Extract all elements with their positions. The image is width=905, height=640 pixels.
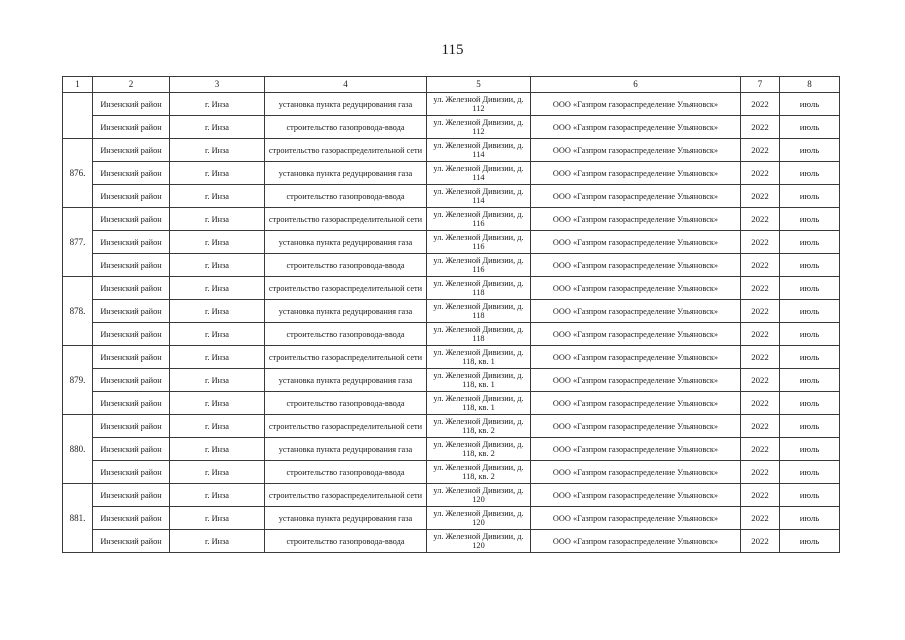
table-row <box>63 323 840 346</box>
address-cell: ул. Железной Дивизии, д. 118, кв. 2 <box>427 461 531 484</box>
work-type-cell: установка пункта редуцирования газа <box>265 369 427 392</box>
settlement-cell: г. Инза <box>170 346 265 369</box>
address-cell: ул. Железной Дивизии, д. 118 <box>427 277 531 300</box>
table-row <box>63 208 840 231</box>
year-cell: 2022 <box>741 369 780 392</box>
month-cell: июль <box>780 93 840 116</box>
settlement-cell: г. Инза <box>170 231 265 254</box>
row-number-cell: 880. <box>63 415 93 484</box>
year-cell: 2022 <box>741 277 780 300</box>
work-type-cell: строительство газопровода-ввода <box>265 254 427 277</box>
work-type-cell: строительство газораспределительной сети <box>265 484 427 507</box>
year-cell: 2022 <box>741 484 780 507</box>
month-cell: июль <box>780 392 840 415</box>
work-type-cell: строительство газораспределительной сети <box>265 346 427 369</box>
district-cell: Инзенский район <box>93 231 170 254</box>
district-cell: Инзенский район <box>93 507 170 530</box>
work-type-cell: строительство газораспределительной сети <box>265 277 427 300</box>
organization-cell: ООО «Газпром газораспределение Ульяновск» <box>531 461 741 484</box>
work-type-cell: установка пункта редуцирования газа <box>265 300 427 323</box>
address-cell: ул. Железной Дивизии, д. 118 <box>427 323 531 346</box>
month-cell: июль <box>780 323 840 346</box>
settlement-cell: г. Инза <box>170 507 265 530</box>
year-cell: 2022 <box>741 162 780 185</box>
header-cell: 5 <box>427 77 531 93</box>
month-cell: июль <box>780 254 840 277</box>
month-cell: июль <box>780 185 840 208</box>
row-number-cell: 879. <box>63 346 93 415</box>
header-cell: 1 <box>63 77 93 93</box>
organization-cell: ООО «Газпром газораспределение Ульяновск» <box>531 530 741 553</box>
district-cell: Инзенский район <box>93 484 170 507</box>
page-number: 115 <box>441 42 464 58</box>
work-type-cell: установка пункта редуцирования газа <box>265 93 427 116</box>
month-cell: июль <box>780 415 840 438</box>
district-cell: Инзенский район <box>93 208 170 231</box>
table-row <box>63 93 840 116</box>
year-cell: 2022 <box>741 438 780 461</box>
address-cell: ул. Железной Дивизии, д. 120 <box>427 484 531 507</box>
table-row <box>63 507 840 530</box>
district-cell: Инзенский район <box>93 369 170 392</box>
work-type-cell: установка пункта редуцирования газа <box>265 231 427 254</box>
district-cell: Инзенский район <box>93 139 170 162</box>
district-cell: Инзенский район <box>93 185 170 208</box>
organization-cell: ООО «Газпром газораспределение Ульяновск» <box>531 438 741 461</box>
year-cell: 2022 <box>741 185 780 208</box>
table-row <box>63 530 840 553</box>
organization-cell: ООО «Газпром газораспределение Ульяновск» <box>531 484 741 507</box>
table-row <box>63 231 840 254</box>
header-cell: 2 <box>93 77 170 93</box>
organization-cell: ООО «Газпром газораспределение Ульяновск» <box>531 392 741 415</box>
district-cell: Инзенский район <box>93 116 170 139</box>
settlement-cell: г. Инза <box>170 415 265 438</box>
organization-cell: ООО «Газпром газораспределение Ульяновск» <box>531 300 741 323</box>
table-row <box>63 369 840 392</box>
settlement-cell: г. Инза <box>170 484 265 507</box>
organization-cell: ООО «Газпром газораспределение Ульяновск» <box>531 185 741 208</box>
month-cell: июль <box>780 208 840 231</box>
table-row <box>63 185 840 208</box>
table-row <box>63 300 840 323</box>
year-cell: 2022 <box>741 116 780 139</box>
header-cell: 8 <box>780 77 840 93</box>
settlement-cell: г. Инза <box>170 254 265 277</box>
work-type-cell: строительство газопровода-ввода <box>265 392 427 415</box>
header-cell: 4 <box>265 77 427 93</box>
settlement-cell: г. Инза <box>170 139 265 162</box>
table-row <box>63 116 840 139</box>
organization-cell: ООО «Газпром газораспределение Ульяновск» <box>531 254 741 277</box>
work-type-cell: строительство газораспределительной сети <box>265 139 427 162</box>
district-cell: Инзенский район <box>93 277 170 300</box>
year-cell: 2022 <box>741 507 780 530</box>
month-cell: июль <box>780 369 840 392</box>
district-cell: Инзенский район <box>93 323 170 346</box>
table-row <box>63 484 840 507</box>
month-cell: июль <box>780 139 840 162</box>
table-body <box>63 93 840 553</box>
month-cell: июль <box>780 116 840 139</box>
address-cell: ул. Железной Дивизии, д. 112 <box>427 116 531 139</box>
header-cell: 7 <box>741 77 780 93</box>
row-number-cell: 878. <box>63 277 93 346</box>
month-cell: июль <box>780 300 840 323</box>
year-cell: 2022 <box>741 208 780 231</box>
work-type-cell: строительство газопровода-ввода <box>265 323 427 346</box>
work-type-cell: строительство газораспределительной сети <box>265 415 427 438</box>
address-cell: ул. Железной Дивизии, д. 116 <box>427 231 531 254</box>
gasification-table <box>62 76 840 553</box>
month-cell: июль <box>780 530 840 553</box>
district-cell: Инзенский район <box>93 438 170 461</box>
address-cell: ул. Железной Дивизии, д. 114 <box>427 185 531 208</box>
table-row <box>63 461 840 484</box>
month-cell: июль <box>780 461 840 484</box>
year-cell: 2022 <box>741 231 780 254</box>
address-cell: ул. Железной Дивизии, д. 118, кв. 1 <box>427 346 531 369</box>
table-row <box>63 346 840 369</box>
year-cell: 2022 <box>741 300 780 323</box>
address-cell: ул. Железной Дивизии, д. 114 <box>427 162 531 185</box>
organization-cell: ООО «Газпром газораспределение Ульяновск» <box>531 162 741 185</box>
organization-cell: ООО «Газпром газораспределение Ульяновск» <box>531 116 741 139</box>
district-cell: Инзенский район <box>93 254 170 277</box>
organization-cell: ООО «Газпром газораспределение Ульяновск» <box>531 208 741 231</box>
organization-cell: ООО «Газпром газораспределение Ульяновск» <box>531 277 741 300</box>
table-row <box>63 139 840 162</box>
settlement-cell: г. Инза <box>170 116 265 139</box>
row-number-cell: 876. <box>63 139 93 208</box>
table-row <box>63 392 840 415</box>
address-cell: ул. Железной Дивизии, д. 118, кв. 2 <box>427 415 531 438</box>
table-row <box>63 415 840 438</box>
organization-cell: ООО «Газпром газораспределение Ульяновск» <box>531 369 741 392</box>
organization-cell: ООО «Газпром газораспределение Ульяновск» <box>531 346 741 369</box>
settlement-cell: г. Инза <box>170 392 265 415</box>
settlement-cell: г. Инза <box>170 438 265 461</box>
settlement-cell: г. Инза <box>170 300 265 323</box>
settlement-cell: г. Инза <box>170 323 265 346</box>
work-type-cell: строительство газопровода-ввода <box>265 116 427 139</box>
month-cell: июль <box>780 438 840 461</box>
header-cell: 6 <box>531 77 741 93</box>
address-cell: ул. Железной Дивизии, д. 120 <box>427 530 531 553</box>
settlement-cell: г. Инза <box>170 162 265 185</box>
year-cell: 2022 <box>741 530 780 553</box>
district-cell: Инзенский район <box>93 415 170 438</box>
month-cell: июль <box>780 507 840 530</box>
organization-cell: ООО «Газпром газораспределение Ульяновск» <box>531 415 741 438</box>
settlement-cell: г. Инза <box>170 369 265 392</box>
table-row <box>63 277 840 300</box>
settlement-cell: г. Инза <box>170 208 265 231</box>
year-cell: 2022 <box>741 93 780 116</box>
month-cell: июль <box>780 484 840 507</box>
year-cell: 2022 <box>741 415 780 438</box>
work-type-cell: строительство газопровода-ввода <box>265 185 427 208</box>
header-cell: 3 <box>170 77 265 93</box>
settlement-cell: г. Инза <box>170 461 265 484</box>
district-cell: Инзенский район <box>93 300 170 323</box>
settlement-cell: г. Инза <box>170 530 265 553</box>
year-cell: 2022 <box>741 254 780 277</box>
year-cell: 2022 <box>741 139 780 162</box>
work-type-cell: строительство газопровода-ввода <box>265 461 427 484</box>
address-cell: ул. Железной Дивизии, д. 116 <box>427 208 531 231</box>
row-number-cell: 877. <box>63 208 93 277</box>
address-cell: ул. Железной Дивизии, д. 116 <box>427 254 531 277</box>
work-type-cell: установка пункта редуцирования газа <box>265 438 427 461</box>
organization-cell: ООО «Газпром газораспределение Ульяновск» <box>531 323 741 346</box>
address-cell: ул. Железной Дивизии, д. 118, кв. 2 <box>427 438 531 461</box>
row-number-cell: 881. <box>63 484 93 553</box>
table-row <box>63 162 840 185</box>
organization-cell: ООО «Газпром газораспределение Ульяновск» <box>531 139 741 162</box>
month-cell: июль <box>780 231 840 254</box>
address-cell: ул. Железной Дивизии, д. 118, кв. 1 <box>427 392 531 415</box>
settlement-cell: г. Инза <box>170 277 265 300</box>
settlement-cell: г. Инза <box>170 185 265 208</box>
table-row <box>63 438 840 461</box>
work-type-cell: строительство газораспределительной сети <box>265 208 427 231</box>
month-cell: июль <box>780 277 840 300</box>
row-number-cell <box>63 93 93 139</box>
year-cell: 2022 <box>741 392 780 415</box>
table-row <box>63 254 840 277</box>
settlement-cell: г. Инза <box>170 93 265 116</box>
address-cell: ул. Железной Дивизии, д. 118, кв. 1 <box>427 369 531 392</box>
organization-cell: ООО «Газпром газораспределение Ульяновск» <box>531 93 741 116</box>
district-cell: Инзенский район <box>93 530 170 553</box>
work-type-cell: строительство газопровода-ввода <box>265 530 427 553</box>
work-type-cell: установка пункта редуцирования газа <box>265 507 427 530</box>
address-cell: ул. Железной Дивизии, д. 118 <box>427 300 531 323</box>
address-cell: ул. Железной Дивизии, д. 114 <box>427 139 531 162</box>
district-cell: Инзенский район <box>93 162 170 185</box>
address-cell: ул. Железной Дивизии, д. 120 <box>427 507 531 530</box>
year-cell: 2022 <box>741 323 780 346</box>
district-cell: Инзенский район <box>93 93 170 116</box>
month-cell: июль <box>780 346 840 369</box>
year-cell: 2022 <box>741 346 780 369</box>
organization-cell: ООО «Газпром газораспределение Ульяновск» <box>531 231 741 254</box>
month-cell: июль <box>780 162 840 185</box>
district-cell: Инзенский район <box>93 461 170 484</box>
district-cell: Инзенский район <box>93 392 170 415</box>
address-cell: ул. Железной Дивизии, д. 112 <box>427 93 531 116</box>
work-type-cell: установка пункта редуцирования газа <box>265 162 427 185</box>
year-cell: 2022 <box>741 461 780 484</box>
organization-cell: ООО «Газпром газораспределение Ульяновск» <box>531 507 741 530</box>
district-cell: Инзенский район <box>93 346 170 369</box>
header-row <box>63 77 840 93</box>
